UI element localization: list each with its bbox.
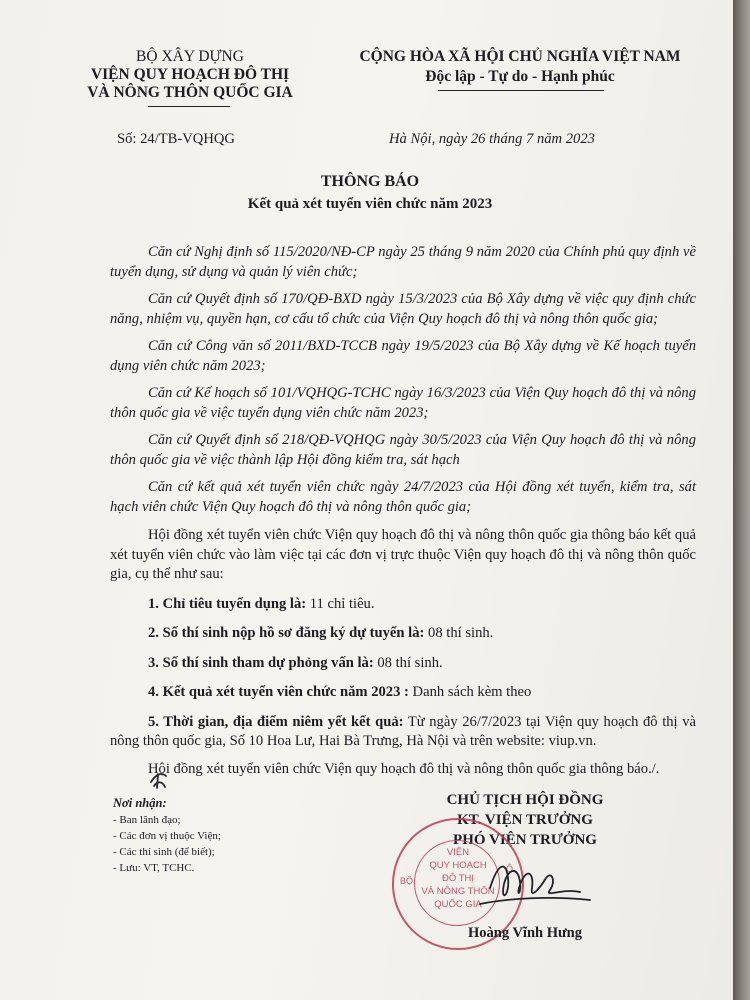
issuer-block	[60, 48, 320, 102]
recipient-item: - Các đơn vị thuộc Viện;	[113, 830, 221, 842]
result-item	[110, 713, 696, 752]
signer-role: CHỦ TỊCH HỘI ĐỒNG	[446, 792, 604, 808]
intro-paragraph: Hội đồng xét tuyển viên chức Viện quy hoạch đô thị và nông thôn quốc gia thông báo kết quả xét tuyển viên chức vào làm việc tại các đơn vị trực thuộc Viện quy hoạch đô thị và nông thôn quốc gia, cụ thể như sau:	[110, 527, 696, 582]
item-label: 4. Kết quả xét tuyển viên chức năm 2023 :	[148, 684, 409, 700]
title-block	[120, 172, 620, 214]
recipients-title: Nơi nhận:	[113, 796, 167, 810]
item-label: 2. Số thí sinh nộp hồ sơ đăng ký dự tuyển là:	[148, 625, 425, 641]
stamp-line: VIỆN	[446, 847, 470, 858]
recipients-block	[113, 795, 363, 876]
document-number: Số: 24/TB-VQHQG	[117, 131, 235, 147]
item-value: Từ ngày 26/7/2023 tại Viện quy hoạch đô thị và nông thôn quốc gia, Số 10 Hoa Lư, Hai Bà Trưng, Hà Nội và trên website: viup.vn.	[110, 713, 696, 749]
institute-name-line2: VÀ NÔNG THÔN QUỐC GIA	[87, 84, 293, 101]
stamp-line: ĐÔ THỊ	[441, 873, 475, 884]
document-subtitle: Kết quả xét tuyển viên chức năm 2023	[247, 196, 493, 212]
document-title: THÔNG BÁO	[320, 173, 420, 190]
result-item	[110, 595, 696, 615]
institute-name-line1: VIỆN QUY HOẠCH ĐÔ THỊ	[90, 66, 290, 83]
signer-name: Hoàng Vĩnh Hưng	[467, 925, 582, 941]
legal-basis-3: Căn cứ Công văn số 2011/BXD-TCCB ngày 19/5/2023 của Bộ Xây dựng về Kế hoạch tuyển dụng viên chức năm 2023;	[110, 338, 696, 374]
legal-basis-5: Căn cứ Quyết định số 218/QĐ-VQHQG ngày 30/5/2023 của Viện Quy hoạch đô thị và nông thôn quốc gia về việc thành lập Hội đồng kiểm tra, sát hạch	[110, 432, 696, 468]
legal-basis-6: Căn cứ kết quả xét tuyển viên chức ngày 24/7/2023 của Hội đồng xét tuyển, kiểm tra, sát hạch viên chức Viện Quy hoạch đô thị và nông thôn quốc gia;	[110, 479, 696, 515]
place-date: Hà Nội, ngày 26 tháng 7 năm 2023	[389, 131, 595, 147]
handwritten-signature	[470, 848, 600, 918]
recipient-item: - Ban lãnh đạo;	[113, 814, 181, 826]
country-name: CỘNG HÒA XÃ HỘI CHỦ NGHĨA VIỆT NAM	[359, 48, 681, 65]
item-value: 08 thí sinh.	[373, 654, 443, 671]
recipient-item: - Các thí sinh (để biết);	[113, 846, 215, 858]
item-label: 1. Chỉ tiêu tuyển dụng là:	[148, 595, 307, 612]
document-body	[110, 243, 696, 779]
closing-paragraph: Hội đồng xét tuyển viên chức Viện quy hoạch đô thị và nông thôn quốc gia thông báo./.	[148, 760, 660, 777]
national-motto: Độc lập - Tự do - Hạnh phúc	[425, 68, 615, 85]
initials-mark-icon	[148, 768, 170, 790]
legal-basis-4: Căn cứ Kế hoạch số 101/VQHQG-TCHC ngày 16/3/2023 của Viện Quy hoạch đô thị và nông thôn quốc gia về việc tuyển dụng viên chức năm 2023;	[110, 385, 696, 421]
national-header	[330, 48, 710, 86]
item-label: 5. Thời gian, địa điểm niêm yết kết quả:	[148, 713, 404, 730]
stamp-side-right: Ô	[506, 864, 514, 874]
result-item	[110, 683, 696, 703]
result-item	[110, 654, 696, 674]
signer-authority: KT. VIỆN TRƯỞNG	[457, 812, 593, 828]
ministry-name: BỘ XÂY DỰNG	[136, 48, 244, 65]
stamp-line: VÀ NÔNG THÔN	[421, 886, 495, 897]
stamp-line: QUY HOẠCH	[429, 860, 487, 871]
motto-underline	[438, 90, 604, 91]
item-label: 3. Số thí sinh tham dự phỏng vấn là:	[148, 654, 374, 671]
item-value: 11 chỉ tiêu.	[306, 595, 375, 612]
signer-title: PHÓ VIỆN TRƯỞNG	[453, 832, 597, 848]
result-item	[110, 624, 696, 644]
stamp-line: QUỐC GIA	[434, 899, 482, 910]
stamp-side-left: BỘ	[400, 876, 414, 886]
issuer-underline	[148, 106, 230, 107]
item-value: 08 thí sinh.	[424, 625, 494, 641]
legal-basis-2: Căn cứ Quyết định số 170/QĐ-BXD ngày 15/3/2023 của Bộ Xây dựng về việc quy định chức năng, nhiệm vụ, quyền hạn, cơ cấu tổ chức của Viện Quy hoạch đô thị và nông thôn quốc gia;	[110, 291, 696, 327]
legal-basis-1: Căn cứ Nghị định số 115/2020/NĐ-CP ngày 25 tháng 9 năm 2020 của Chính phủ quy định về tuyển dụng, sử dụng và quản lý viên chức;	[110, 244, 696, 280]
recipient-item: - Lưu: VT, TCHC.	[113, 862, 195, 874]
page-edge-shadow	[733, 0, 750, 1000]
item-value: Danh sách kèm theo	[408, 684, 532, 700]
